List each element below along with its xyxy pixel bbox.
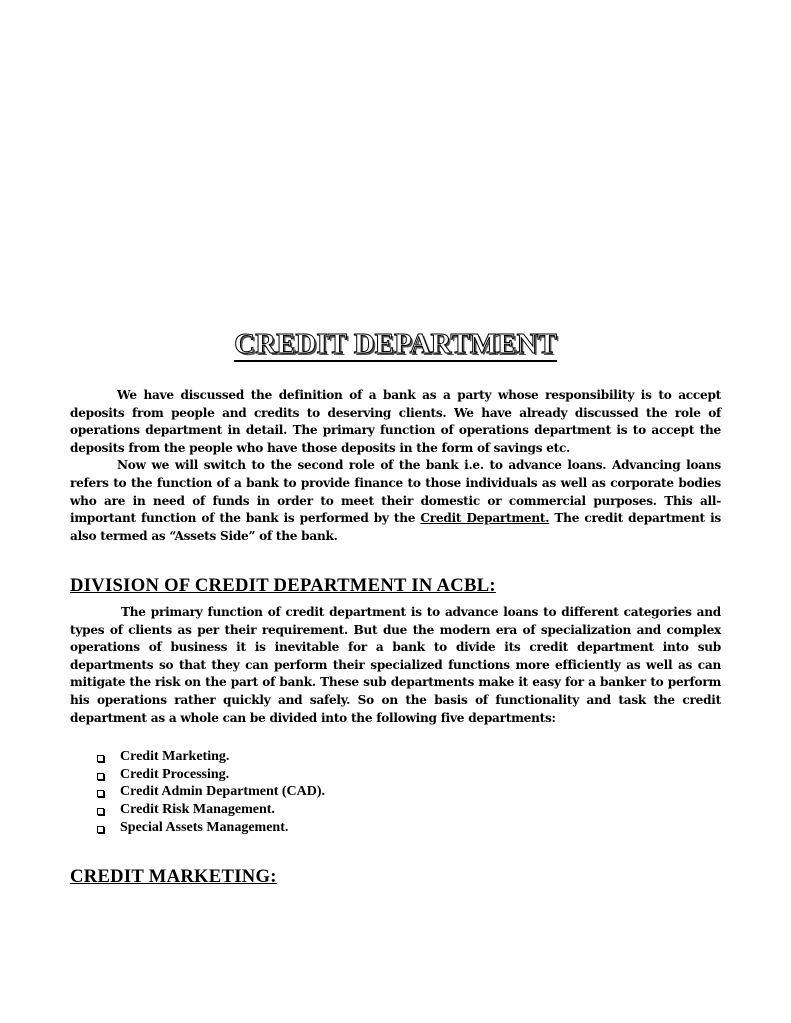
credit-marketing-heading: CREDIT MARKETING: xyxy=(70,866,277,887)
sub-departments-list xyxy=(97,748,325,837)
square-bullet-icon xyxy=(97,790,104,797)
square-bullet-icon xyxy=(97,808,104,815)
list-item xyxy=(97,748,325,766)
intro-section xyxy=(70,387,721,545)
division-heading: DIVISION OF CREDIT DEPARTMENT IN ACBL: xyxy=(70,575,496,596)
list-item-text: Credit Admin Department (CAD). xyxy=(120,784,326,800)
list-item xyxy=(97,801,325,819)
square-bullet-icon xyxy=(97,826,104,833)
list-item xyxy=(97,766,325,784)
intro-paragraph-2 xyxy=(70,457,721,545)
list-item-text: Credit Marketing. xyxy=(120,749,230,764)
intro-paragraph-2-text: Now we will switch to the second role of the bank i.e. to advance loans. Advancing loans refers to the function of a bank to provide finance to those individuals as well as corporate bodies who are in need of funds in order to meet their domestic or commercial purposes. This all-important function of the bank is performed by the xyxy=(70,458,721,526)
page-title xyxy=(0,322,791,366)
division-section xyxy=(70,604,721,727)
list-item xyxy=(97,783,325,801)
division-paragraph: The primary function of credit department is to advance loans to different categories and types of clients as per their requirement. But due the modern era of specialization and complex operations of business it is inevitable for a bank to divide its credit department into sub departments so that they can perform their specialized functions more efficiently as well as can mitigate the risk on the part of bank. These sub departments make it easy for a banker to perform his operations rather quickly and safely. So on the basis of functionality and task the credit department as a whole can be divided into the following five departments: xyxy=(70,605,721,725)
list-item-text: Credit Risk Management. xyxy=(120,802,275,818)
list-item-text: Credit Processing. xyxy=(120,766,230,782)
list-item-text: Special Assets Management. xyxy=(120,819,289,835)
list-item xyxy=(97,819,325,837)
page-title-text: CREDIT DEPARTMENT xyxy=(234,328,557,360)
square-bullet-icon xyxy=(97,773,104,780)
square-bullet-icon xyxy=(97,755,104,762)
intro-paragraph-1: We have discussed the definition of a bank as a party whose responsibility is to accept deposits from people and credits to deserving clients. We have already discussed the role of operations department in detail. The primary function of operations department is to accept the deposits from the people who have those deposits in the form of savings etc. xyxy=(70,388,721,455)
credit-department-term: Credit Department. xyxy=(420,511,550,526)
intro-paragraph-2-end: The credit department is also termed as “Assets Side” of the bank. xyxy=(70,511,721,543)
